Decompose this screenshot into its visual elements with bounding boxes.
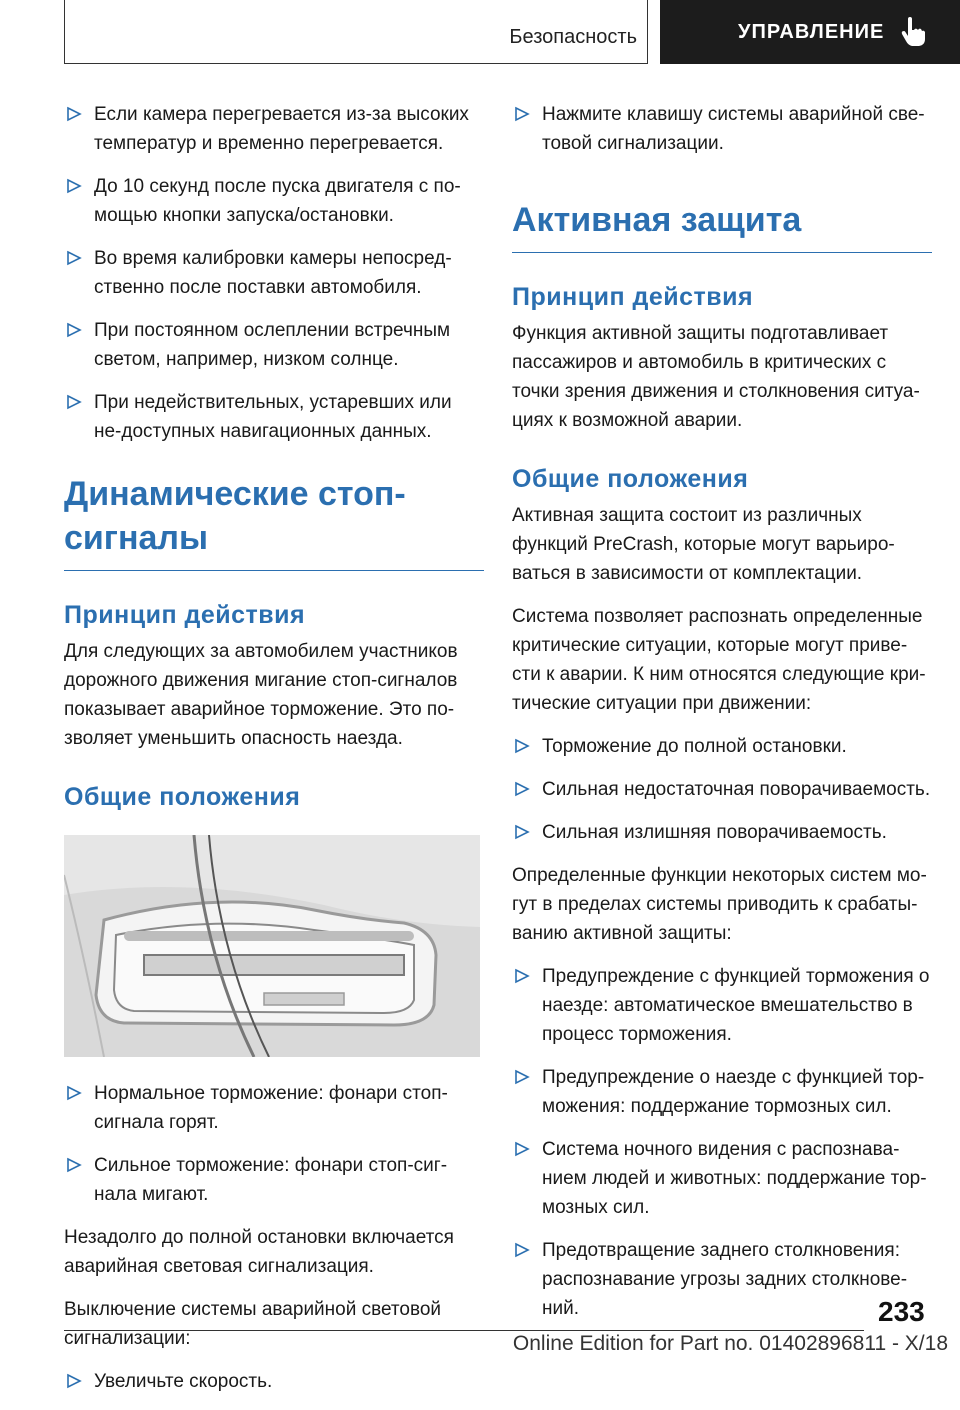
bullet-item xyxy=(512,775,932,804)
triangle-bullet-icon xyxy=(514,738,530,754)
page-number: 233 xyxy=(878,1296,925,1327)
tail-light-illustration xyxy=(64,835,480,1057)
right-bullet-list-top xyxy=(512,100,932,158)
left-bullet-list-off xyxy=(64,1367,484,1396)
bullet-text: Сильное торможение: фонари стоп-сиг-нала мигают. xyxy=(94,1155,448,1205)
bullet-text: Предупреждение о наезде с функцией тор-можения: поддержание тормозных сил. xyxy=(542,1067,925,1117)
left-bullet-list-conditions xyxy=(64,100,484,446)
right-bullet-list-functions xyxy=(512,962,932,1323)
footer-edition: Online Edition for Part no. 01402896811 - X/18 xyxy=(512,1332,948,1355)
bullet-text: Торможение до полной остановки. xyxy=(542,736,847,757)
bullet-text: Система ночного видения с распознава-нием людей и животных: поддержание тор-мозных сил. xyxy=(542,1139,927,1218)
bullet-text: Сильная излишняя поворачиваемость. xyxy=(542,822,887,843)
bullet-item xyxy=(512,1063,932,1121)
triangle-bullet-icon xyxy=(66,106,82,122)
bullet-text: Предотвращение заднего столкновения: распознавание угрозы задних столкнове-ний. xyxy=(542,1240,908,1319)
tail-light-drawing xyxy=(64,835,480,1057)
heading-active-protection: Активная защита xyxy=(512,198,932,253)
triangle-bullet-icon xyxy=(66,322,82,338)
right-column xyxy=(512,100,932,1337)
triangle-bullet-icon xyxy=(514,1242,530,1258)
bullet-text: Нормальное торможение: фонари стоп-сигнала горят. xyxy=(94,1083,448,1133)
bullet-text: При постоянном ослеплении встречным светом, например, низком солнце. xyxy=(94,320,451,370)
bullet-text: Если камера перегревается из-за высоких температур и временно перегревается. xyxy=(94,104,469,154)
bullet-item xyxy=(512,818,932,847)
bullet-item xyxy=(64,172,484,230)
footer-rule xyxy=(64,1330,864,1331)
triangle-bullet-icon xyxy=(514,106,530,122)
principle-text-left: Для следующих за автомобилем участников дорожного движения мигание стоп-сигналов показывает аварийное торможение. Это по-зволяет уменьшить опасность наезда. xyxy=(64,641,458,749)
bullet-item xyxy=(512,1135,932,1222)
bullet-text: Нажмите клавишу системы аварийной све-товой сигнализации. xyxy=(542,104,925,154)
header-chapter-title: УПРАВЛЕНИЕ xyxy=(738,20,885,43)
bullet-item xyxy=(64,316,484,374)
bullet-item xyxy=(64,1151,484,1209)
general-text-right-2: Система позволяет распознать определенные критические ситуации, которые могут приве-сти к аварии. К ним относятся следующие кри-тические ситуации при движении: xyxy=(512,606,926,714)
header-section-tab xyxy=(64,0,648,64)
triangle-bullet-icon xyxy=(66,1085,82,1101)
heading-dynamic-brake-lights: Динамические стоп-сигналы xyxy=(64,472,484,571)
left-bullet-list-braking xyxy=(64,1079,484,1209)
general-text-right-1: Активная защита состоит из различных функций PreCrash, которые могут варьиро-ваться в зависимости от комплектации. xyxy=(512,505,895,584)
hazard-text: Незадолго до полной остановки включается аварийная световая сигнализация. xyxy=(64,1227,454,1277)
triangle-bullet-icon xyxy=(514,1141,530,1157)
bullet-text: До 10 секунд после пуска двигателя с по-мощью кнопки запуска/остановки. xyxy=(94,176,461,226)
bullet-item xyxy=(64,1367,484,1396)
hazard-off-text: Выключение системы аварийной световой сигнализации: xyxy=(64,1299,442,1349)
left-column xyxy=(64,100,484,1410)
heading-principle-left: Принцип действия xyxy=(64,601,306,629)
right-bullet-list-situations xyxy=(512,732,932,847)
heading-general-left: Общие положения xyxy=(64,783,301,811)
bullet-text: При недействительных, устаревших или не-доступных навигационных данных. xyxy=(94,392,452,442)
bullet-item xyxy=(64,100,484,158)
triangle-bullet-icon xyxy=(514,968,530,984)
heading-principle-right: Принцип действия xyxy=(512,283,754,311)
triangle-bullet-icon xyxy=(66,178,82,194)
triangle-bullet-icon xyxy=(514,1069,530,1085)
bullet-item xyxy=(512,732,932,761)
bullet-item xyxy=(512,100,932,158)
header-chapter-tab xyxy=(660,0,960,64)
triangle-bullet-icon xyxy=(66,394,82,410)
functions-text: Определенные функции некоторых систем мо-гут в пределах системы приводить к срабаты-ванию активной защиты: xyxy=(512,865,927,944)
triangle-bullet-icon xyxy=(514,824,530,840)
bullet-item xyxy=(64,388,484,446)
bullet-text: Во время калибровки камеры непосред-ственно после поставки автомобиля. xyxy=(94,248,452,298)
bullet-item xyxy=(512,962,932,1049)
bullet-text: Увеличьте скорость. xyxy=(94,1371,273,1392)
hand-pointer-icon xyxy=(900,17,926,47)
triangle-bullet-icon xyxy=(66,250,82,266)
triangle-bullet-icon xyxy=(66,1157,82,1173)
bullet-text: Сильная недостаточная поворачиваемость. xyxy=(542,779,931,800)
bullet-text: Предупреждение с функцией торможения о наезде: автоматическое вмешательство в процесс торможения. xyxy=(542,966,930,1045)
bullet-item xyxy=(512,1236,932,1323)
triangle-bullet-icon xyxy=(66,1373,82,1389)
header-section-title: Безопасность xyxy=(509,26,637,48)
heading-general-right: Общие положения xyxy=(512,465,749,493)
triangle-bullet-icon xyxy=(514,781,530,797)
bullet-item xyxy=(64,244,484,302)
principle-text-right: Функция активной защиты подготавливает пассажиров и автомобиль в критических с точки зрения движения и столкновения ситуа-циях к возможной аварии. xyxy=(512,323,920,431)
bullet-item xyxy=(64,1079,484,1137)
